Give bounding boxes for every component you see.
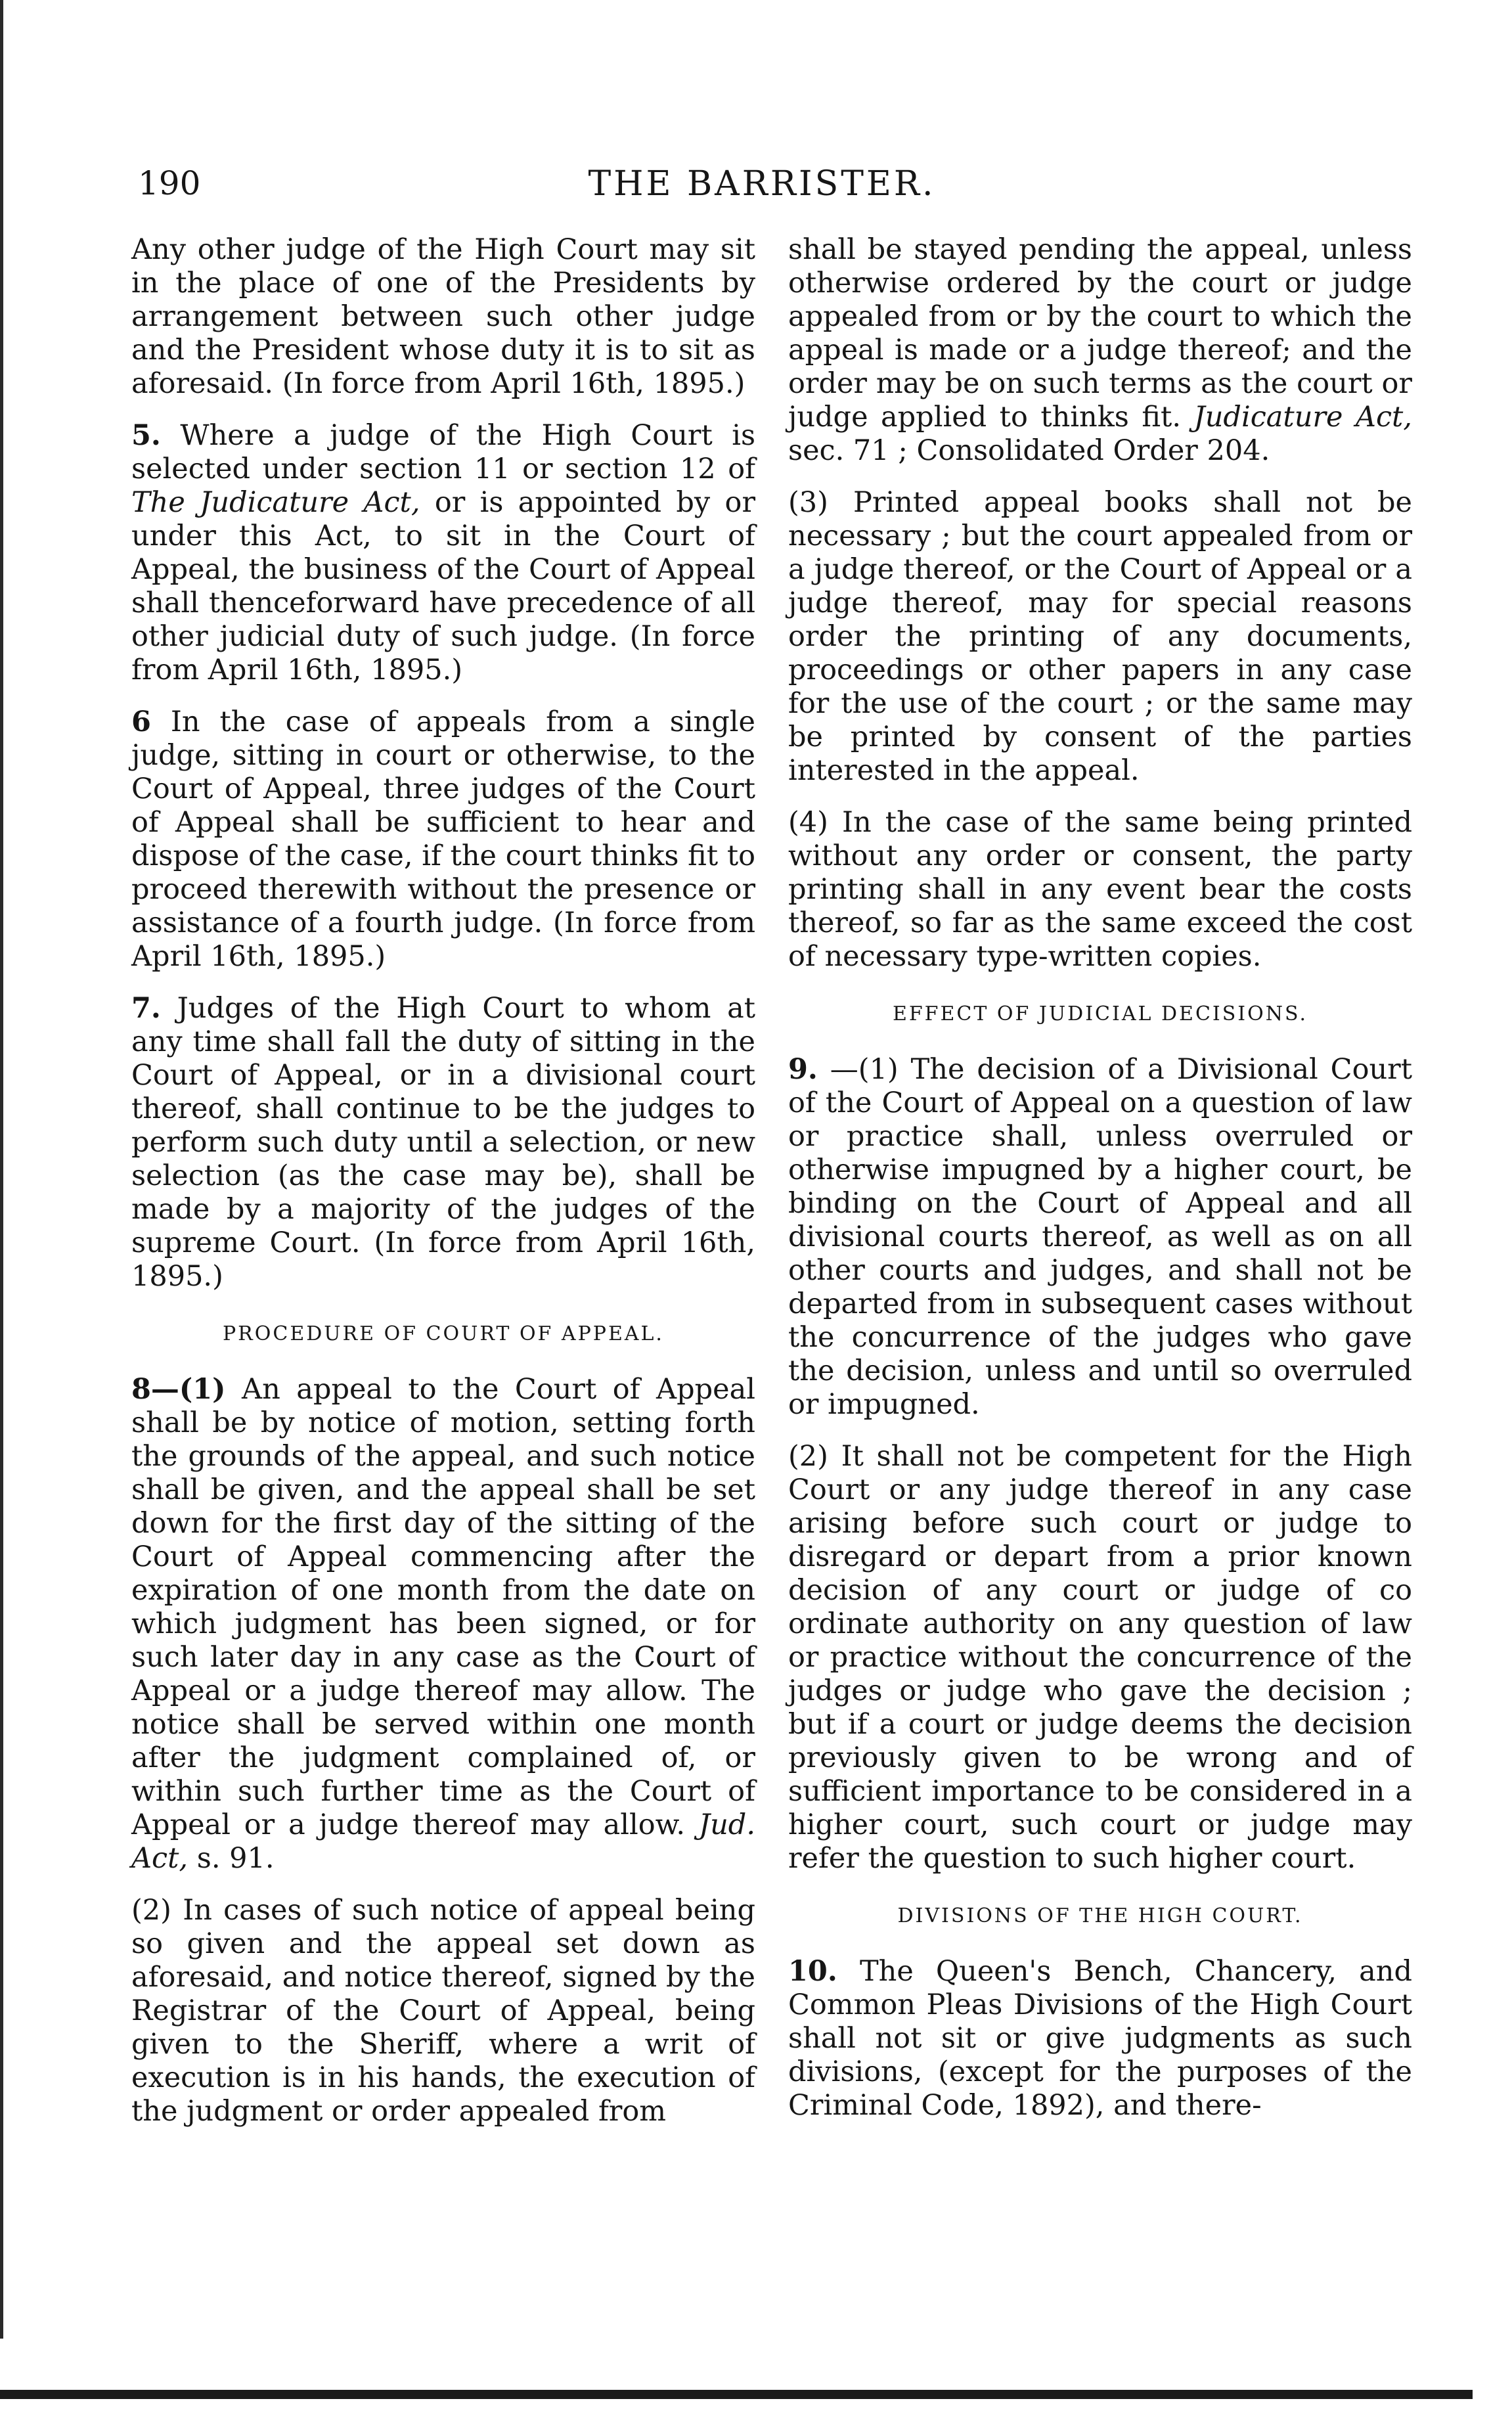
- page-number: 190: [138, 164, 201, 202]
- section-7: [131, 992, 755, 1293]
- page-header: [138, 164, 1386, 210]
- bottom-margin-rule: [0, 2390, 1473, 2399]
- section-9-2: (2) It shall not be competent for the High Court or any judge thereof in any case arising before such court or judge to disregard or depart from a prior known decision of any court or judge of co ordinate authority on any question of law or practice without the concurrence of the judges or judge who gave the decision ; but if a court or judge deems the decision previously given to be wrong and of sufficient importance to be considered in a higher court, such court or judge may refer the question to such higher court.: [788, 1440, 1412, 1875]
- section-8-3: (3) Printed appeal books shall not be necessary ; but the court appealed from or a judge thereof, or the Court of Appeal or a judge thereof, may for special reasons order the printing of any documents, proceedings or other papers in any case for the use of the court ; or the same may be printed by consent of the parties interested in the appeal.: [788, 486, 1412, 787]
- section-number: 6: [131, 706, 151, 738]
- section-text: s. 91.: [196, 1842, 275, 1875]
- section-number: 9.: [788, 1053, 818, 1086]
- section-text: The Queen's Bench, Chancery, and Common Pleas Divisions of the High Court shall not sit or give judgments as such divisions, (except for the purposes of the Criminal Code, 1892), and there-: [788, 1955, 1413, 2122]
- left-margin-rule: [0, 0, 3, 2339]
- right-column: [788, 233, 1412, 2141]
- section-text: sec. 71 ; Consolidated Order 204.: [788, 434, 1270, 467]
- section-10: [788, 1955, 1412, 2122]
- section-5: [131, 419, 755, 687]
- section-text: or is appointed by or under this Act, to sit in the Court of Appeal, the business of the Court of Appeal shall thenceforward have precedence of all other judicial duty of such judge. (In force from April 16th, 1895.): [131, 486, 755, 686]
- section-text: shall be stayed pending the appeal, unless otherwise ordered by the court or judge appealed from or by the court to which the appeal is made or a judge thereof; and the order may be on such terms as the court or judge applied to thinks fit.: [788, 233, 1412, 434]
- left-column: [131, 233, 755, 2147]
- section-number: 5.: [131, 419, 161, 452]
- running-title: THE BARRISTER.: [588, 164, 936, 204]
- section-9: [788, 1053, 1412, 1422]
- section-heading: PROCEDURE OF COURT OF APPEAL.: [223, 1322, 664, 1345]
- section-number: 10.: [788, 1955, 837, 1988]
- section-text: In the case of appeals from a single judge, sitting in court or otherwise, to the Court of Appeal, three judges of the Court of Appeal shall be sufficient to hear and dispose of the case, if the court thinks fit to proceed therewith without the presence or assistance of a fourth judge. (In force from April 16th, 1895.): [131, 706, 755, 973]
- section-heading: DIVISIONS OF THE HIGH COURT.: [897, 1904, 1303, 1927]
- paragraph-continuation: Any other judge of the High Court may sit in the place of one of the Presidents by arrangement between such other judge and the President whose duty it is to sit as aforesaid. (In force from April 16th, 1895.): [131, 233, 755, 400]
- act-citation: Jud. Act,: [131, 1808, 755, 1875]
- section-text: Judges of the High Court to whom at any time shall fall the duty of sitting in the Court of Appeal, or in a divisional court thereof, shall continue to be the judges to perform such duty until a selection, or new selection (as the case may be), shall be made by a majority of the judges of the supreme Court. (In force from April 16th, 1895.): [131, 992, 755, 1293]
- section-text: Where a judge of the High Court is selected under section 11 or section 12 of: [131, 419, 756, 485]
- section-number: 7.: [131, 992, 161, 1025]
- section-number: 8—(1): [131, 1373, 226, 1406]
- paragraph-continuation: [788, 233, 1412, 468]
- section-8-2: (2) In cases of such notice of appeal being so given and the appeal set down as aforesaid, and notice thereof, signed by the Registrar of the Court of Appeal, being given to the Sheriff, where a writ of execution is in his hands, the execution of the judgment or order appealed from: [131, 1894, 755, 2128]
- act-citation: Judicature Act,: [1193, 401, 1412, 434]
- section-text: —(1) The decision of a Divisional Court of the Court of Appeal on a question of law or practice shall, unless overruled or otherwise impugned by a higher court, be binding on the Court of Appeal and all divisional courts thereof, as well as on all other courts and judges, and shall not be departed from in subsequent cases without the concurrence of the judges who gave the decision, unless and until so overruled or impugned.: [788, 1053, 1412, 1421]
- section-6: [131, 706, 755, 974]
- section-8-4: (4) In the case of the same being printed without any order or consent, the party printing shall in any event bear the costs thereof, so far as the same exceed the cost of necessary type-written copies.: [788, 806, 1412, 973]
- act-title: The Judicature Act,: [131, 486, 420, 519]
- section-8: [131, 1373, 755, 1875]
- section-text: An appeal to the Court of Appeal shall be by notice of motion, setting forth the grounds of the appeal, and such notice shall be given, and the appeal shall be set down for the first day of the sitting of the Court of Appeal commencing after the expiration of one month from the date on which judgment has been signed, or for such later day in any case as the Court of Appeal or a judge thereof may allow. The notice shall be served within one month after the judgment complained of, or within such further time as the Court of Appeal or a judge thereof may allow.: [131, 1373, 756, 1841]
- section-heading: EFFECT OF JUDICIAL DECISIONS.: [892, 1002, 1308, 1025]
